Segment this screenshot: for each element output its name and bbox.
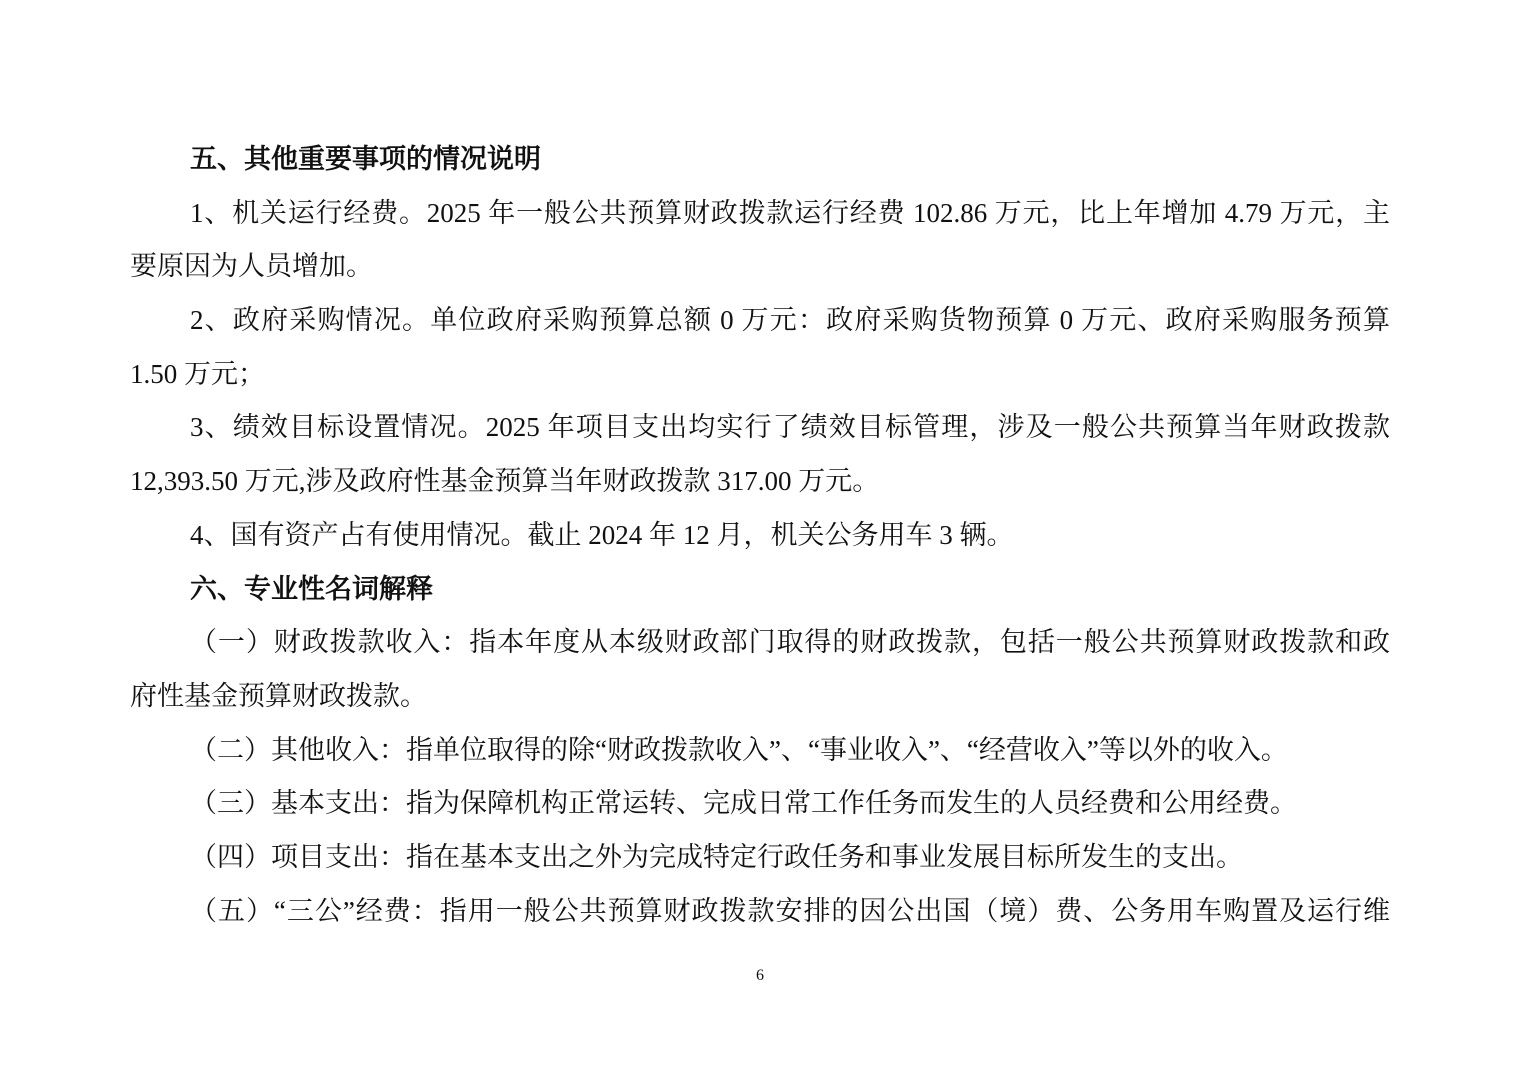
section-other-important-matters: [130, 133, 1390, 563]
paragraph-line: 1、机关运行经费。2025 年一般公共预算财政拨款运行经费 102.86 万元，比上年增加 4.79 万元，主: [190, 197, 1390, 228]
paragraph-operating-expenses: [130, 187, 1390, 294]
paragraph-other-income: [130, 724, 1390, 778]
paragraph-project-expenditure: [130, 831, 1390, 885]
paragraph-basic-expenditure: [130, 777, 1390, 831]
paragraph-line: 2、政府采购情况。单位政府采购预算总额 0 万元：政府采购货物预算 0 万元、政府采购服务预算: [190, 305, 1390, 336]
paragraph-line: 1.50 万元；: [130, 358, 265, 389]
paragraph-government-procurement: [130, 294, 1390, 401]
paragraph-line: 要原因为人员增加。: [130, 251, 373, 282]
paragraph-line: 3、绩效目标设置情况。2025 年项目支出均实行了绩效目标管理，涉及一般公共预算当年财政拨款: [190, 412, 1390, 443]
paragraph-fiscal-appropriation-income: [130, 616, 1390, 723]
paragraph-line: （五）“三公”经费：指用一般公共预算财政拨款安排的因公出国（境）费、公务用车购置及运行维: [190, 895, 1390, 926]
paragraph-line: （二）其他收入：指单位取得的除“财政拨款收入”、“事业收入”、“经营收入”等以外的收入。: [190, 734, 1288, 765]
section-terminology: [130, 563, 1390, 939]
paragraph-line: 4、国有资产占有使用情况。截止 2024 年 12 月，机关公务用车 3 辆。: [190, 519, 1014, 550]
section-heading: 六、专业性名词解释: [190, 573, 433, 604]
paragraph-line: （四）项目支出：指在基本支出之外为完成特定行政任务和事业发展目标所发生的支出。: [190, 841, 1243, 872]
page-number: 6: [756, 967, 764, 984]
paragraph-line: （一）财政拨款收入：指本年度从本级财政部门取得的财政拨款，包括一般公共预算财政拨款和政: [190, 627, 1390, 658]
paragraph-performance-targets: [130, 401, 1390, 508]
paragraph-three-public-expenses: [130, 885, 1390, 939]
paragraph-line: （三）基本支出：指为保障机构正常运转、完成日常工作任务而发生的人员经费和公用经费。: [190, 788, 1297, 819]
section-heading: 五、其他重要事项的情况说明: [190, 144, 541, 174]
paragraph-state-assets: [130, 509, 1390, 563]
paragraph-line: 12,393.50 万元,涉及政府性基金预算当年财政拨款 317.00 万元。: [130, 466, 880, 497]
paragraph-line: 府性基金预算财政拨款。: [130, 680, 427, 711]
page-content: [130, 133, 1390, 938]
